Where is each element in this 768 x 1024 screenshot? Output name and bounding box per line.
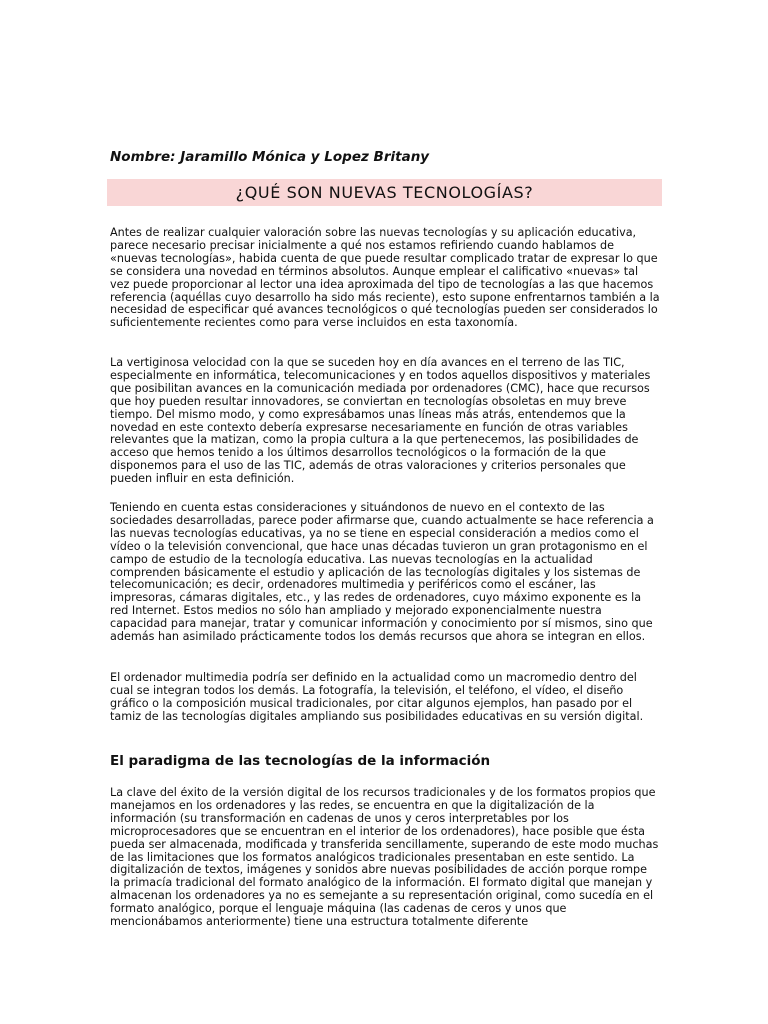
paragraph-4: El ordenador multimedia podría ser definido en la actualidad como un macromedio dentro del cual se integran todos los demás. La fotografía, la televisión, el teléfono, el vídeo, el diseño gráfico o la composición musical tradicionales, por citar algunos ejemplos, han pasado por el tamiz de las tecnologías digitales ampliando sus posibilidades educativas en su versión digital. (110, 671, 644, 723)
paragraph-3: Teniendo en cuenta estas consideraciones y situándonos de nuevo en el contexto de las sociedades desarrolladas, parece poder afirmarse que, cuando actualmente se hace referencia a las nuevas tecnologías educativas, ya no se tiene en especial consideración a medios como el vídeo o la televisión convencional, que hace unas décadas tuvieron un gran protagonismo en el campo de estudio de la tecnología educativa. Las nuevas tecnologías en la actualidad comprenden básicamente el estudio y aplicación de las tecnologías digitales y los sistemas de telecomunicación; es decir, ordenadores multimedia y periféricos como el escáner, las impresoras, cámaras digitales, etc., y las redes de ordenadores, cuyo máximo exponente es la red Internet. Estos medios no sólo han ampliado y mejorado exponencialmente nuestra capacidad para manejar, tratar y comunicar información y conocimiento por sí mismos, sino que además han asimilado prácticamente todos los demás recursos que ahora se integran en ellos. (110, 501, 654, 644)
document-title: ¿QUÉ SON NUEVAS TECNOLOGÍAS? (235, 183, 534, 202)
author-line: Nombre: Jaramillo Mónica y Lopez Britany (110, 149, 430, 165)
paragraph-1: Antes de realizar cualquier valoración sobre las nuevas tecnologías y su aplicación educativa, parece necesario precisar inicialmente a qué nos estamos refiriendo cuando hablamos de «nuevas tecnologías», habida cuenta de que puede resultar complicado tratar de expresar lo que se considera una novedad en términos absolutos. Aunque emplear el calificativo «nuevas» tal vez puede proporcionar al lector una idea aproximada del tipo de tecnologías a las que hacemos referencia (aquéllas cuyo desarrollo ha sido más reciente), esto supone enfrentarnos también a la necesidad de especificar qué avances tecnológicos o qué tecnologías pueden ser considerados lo suficientemente recientes como para verse incluidos en esta taxonomía. (110, 226, 660, 330)
title-banner (107, 179, 662, 206)
section-paragraph: La clave del éxito de la versión digital de los recursos tradicionales y de los formatos propios que manejamos en los ordenadores y las redes, se encuentra en que la digitalización de la información (su transformación en cadenas de unos y ceros interpretables por los microprocesadores que se encuentran en el interior de los ordenadores), hace posible que ésta pueda ser almacenada, modificada y transferida sencillamente, superando de este modo muchas de las limitaciones que los formatos analógicos tradicionales presentaban en este sentido. La digitalización de textos, imágenes y sonidos abre nuevas posibilidades de acción porque rompe la primacía tradicional del formato analógico de la información. El formato digital que manejan y almacenan los ordenadores ya no es semejante a su representación original, como sucedía en el formato analógico, porque el lenguaje máquina (las cadenas de ceros y unos que mencionábamos anteriormente) tiene una estructura totalmente diferente (110, 787, 659, 929)
paragraph-2: La vertiginosa velocidad con la que se suceden hoy en día avances en el terreno de las TIC, especialmente en informática, telecomunicaciones y en todos aquellos dispositivos y materiales que posibilitan avances en la comunicación mediada por ordenadores (CMC), hace que recursos que hoy pueden resultar innovadores, se conviertan en tecnologías obsoletas en muy breve tiempo. Del mismo modo, y como expresábamos unas líneas más atrás, entendemos que la novedad en este contexto debería expresarse necesariamente en función de otras variables relevantes que la matizan, como la propia cultura a la que pertenecemos, las posibilidades de acceso que hemos tenido a los últimos desarrollos tecnológicos o la formación de la que disponemos para el uso de las TIC, además de otras valoraciones y criterios personales que pueden influir en esta definición. (110, 356, 651, 486)
section-heading: El paradigma de las tecnologías de la información (110, 753, 491, 769)
